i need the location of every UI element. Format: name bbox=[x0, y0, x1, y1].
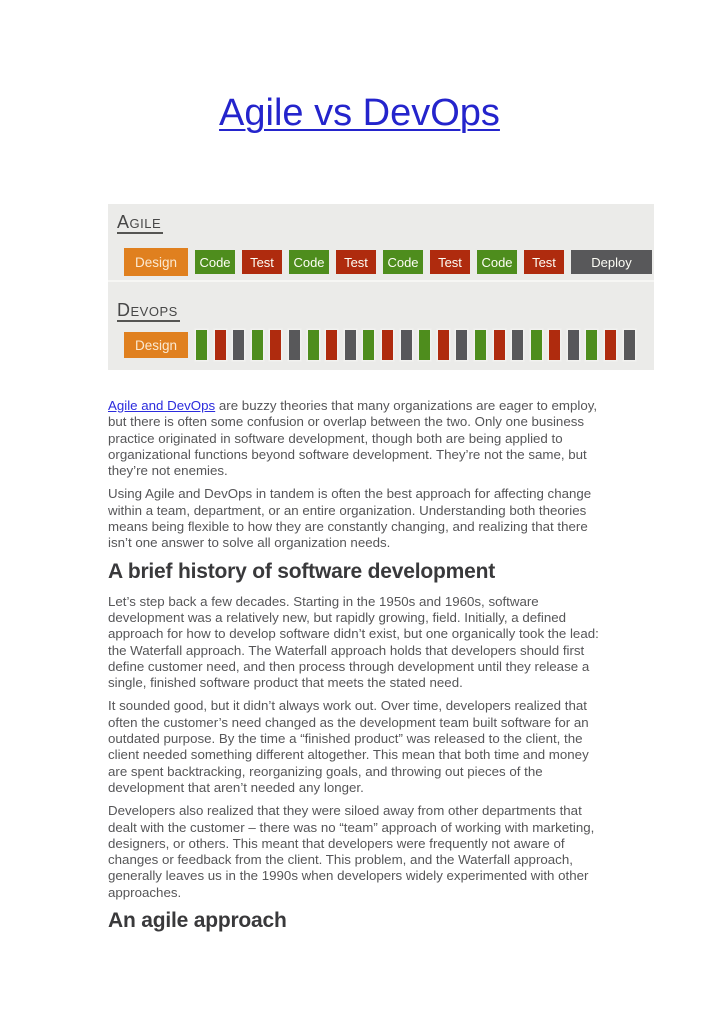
agile-step-code: Code bbox=[195, 250, 235, 274]
heading-agile-approach: An agile approach bbox=[108, 909, 287, 933]
agile-step-deploy: Deploy bbox=[571, 250, 652, 274]
devops-bar-green bbox=[531, 330, 542, 360]
devops-bar-red bbox=[270, 330, 281, 360]
agile-step-test: Test bbox=[524, 250, 564, 274]
agile-sequence bbox=[124, 248, 654, 276]
devops-bar-gray bbox=[289, 330, 300, 360]
devops-bar-red bbox=[438, 330, 449, 360]
agile-step-test: Test bbox=[242, 250, 282, 274]
heading-brief-history: A brief history of software development bbox=[108, 559, 495, 583]
devops-bar-gray bbox=[568, 330, 579, 360]
title-section bbox=[0, 0, 719, 144]
devops-sequence bbox=[124, 330, 654, 360]
devops-bar-green bbox=[308, 330, 319, 360]
devops-bars bbox=[196, 330, 635, 360]
page-title-link[interactable]: Agile vs DevOps bbox=[219, 92, 500, 134]
agile-step-code: Code bbox=[289, 250, 329, 274]
devops-bar-gray bbox=[624, 330, 635, 360]
devops-bar-green bbox=[252, 330, 263, 360]
agile-step-test: Test bbox=[336, 250, 376, 274]
devops-bar-red bbox=[382, 330, 393, 360]
devops-bar-green bbox=[363, 330, 374, 360]
devops-bar-red bbox=[494, 330, 505, 360]
devops-section bbox=[108, 282, 654, 360]
devops-bar-gray bbox=[401, 330, 412, 360]
article-body bbox=[108, 398, 608, 934]
devops-bar-red bbox=[549, 330, 560, 360]
agile-and-devops-link[interactable]: Agile and DevOps bbox=[108, 398, 216, 413]
devops-bar-red bbox=[605, 330, 616, 360]
devops-bar-green bbox=[586, 330, 597, 360]
devops-bar-green bbox=[196, 330, 207, 360]
devops-label: Devops bbox=[117, 300, 178, 320]
paragraph-intro-text: are buzzy theories that many organizations are eager to employ, but there is often some confusion or overlap between the two. Only one business practice originated in software development, though both are being applied to organizational functions beyond software development. They’re not the same, but they’re not enemies. bbox=[108, 398, 598, 479]
agile-vs-devops-diagram bbox=[108, 204, 654, 370]
paragraph-decades: Let’s step back a few decades. Starting in the 1950s and 1960s, software development was a relatively new, but rapidly growing, field. Initially, a defined approach for how to develop software didn’t exist, but one organically took the lead: the Waterfall approach. The Waterfall approach holds that developers should first define customer need, and then process through development until they release a single, finished software product that meets the stated need. bbox=[108, 593, 599, 691]
agile-step-code: Code bbox=[383, 250, 423, 274]
agile-label: Agile bbox=[117, 212, 162, 232]
agile-step-code: Code bbox=[477, 250, 517, 274]
paragraph-intro bbox=[108, 398, 608, 479]
devops-bar-green bbox=[419, 330, 430, 360]
devops-bar-gray bbox=[512, 330, 523, 360]
devops-bar-gray bbox=[233, 330, 244, 360]
agile-section bbox=[108, 213, 654, 276]
devops-bar-gray bbox=[456, 330, 467, 360]
devops-bar-red bbox=[215, 330, 226, 360]
devops-bar-green bbox=[475, 330, 486, 360]
devops-bar-red bbox=[326, 330, 337, 360]
paragraph-siloed: Developers also realized that they were siloed away from other departments that dealt with the customer – there was no “team” approach of working with marketing, designers, or others. This meant that developers were frequently not aware of changes or feedback from the client. This problem, and the Waterfall approach, generally leaves us in the 1990s when developers widely experimented with other approaches. bbox=[108, 803, 595, 900]
paragraph-sounded-good: It sounded good, but it didn’t always work out. Over time, developers realized that often the customer’s need changed as the development team built software for an outdated purpose. By the time a “finished product” was released to the client, the client needed something different altogether. This mean that both time and money are spent backtracking, reorganizing goals, and throwing out pieces of the development that aren’t needed any longer. bbox=[108, 698, 589, 795]
devops-design-step: Design bbox=[124, 332, 188, 358]
devops-bar-gray bbox=[345, 330, 356, 360]
paragraph-tandem: Using Agile and DevOps in tandem is often the best approach for affecting change within a team, department, or an entire organization. Understanding both theories means being flexible to how they are constantly changing, and realizing that there isn’t one answer to solve all organization needs. bbox=[108, 486, 592, 551]
agile-step-test: Test bbox=[430, 250, 470, 274]
agile-step-design: Design bbox=[124, 248, 188, 276]
